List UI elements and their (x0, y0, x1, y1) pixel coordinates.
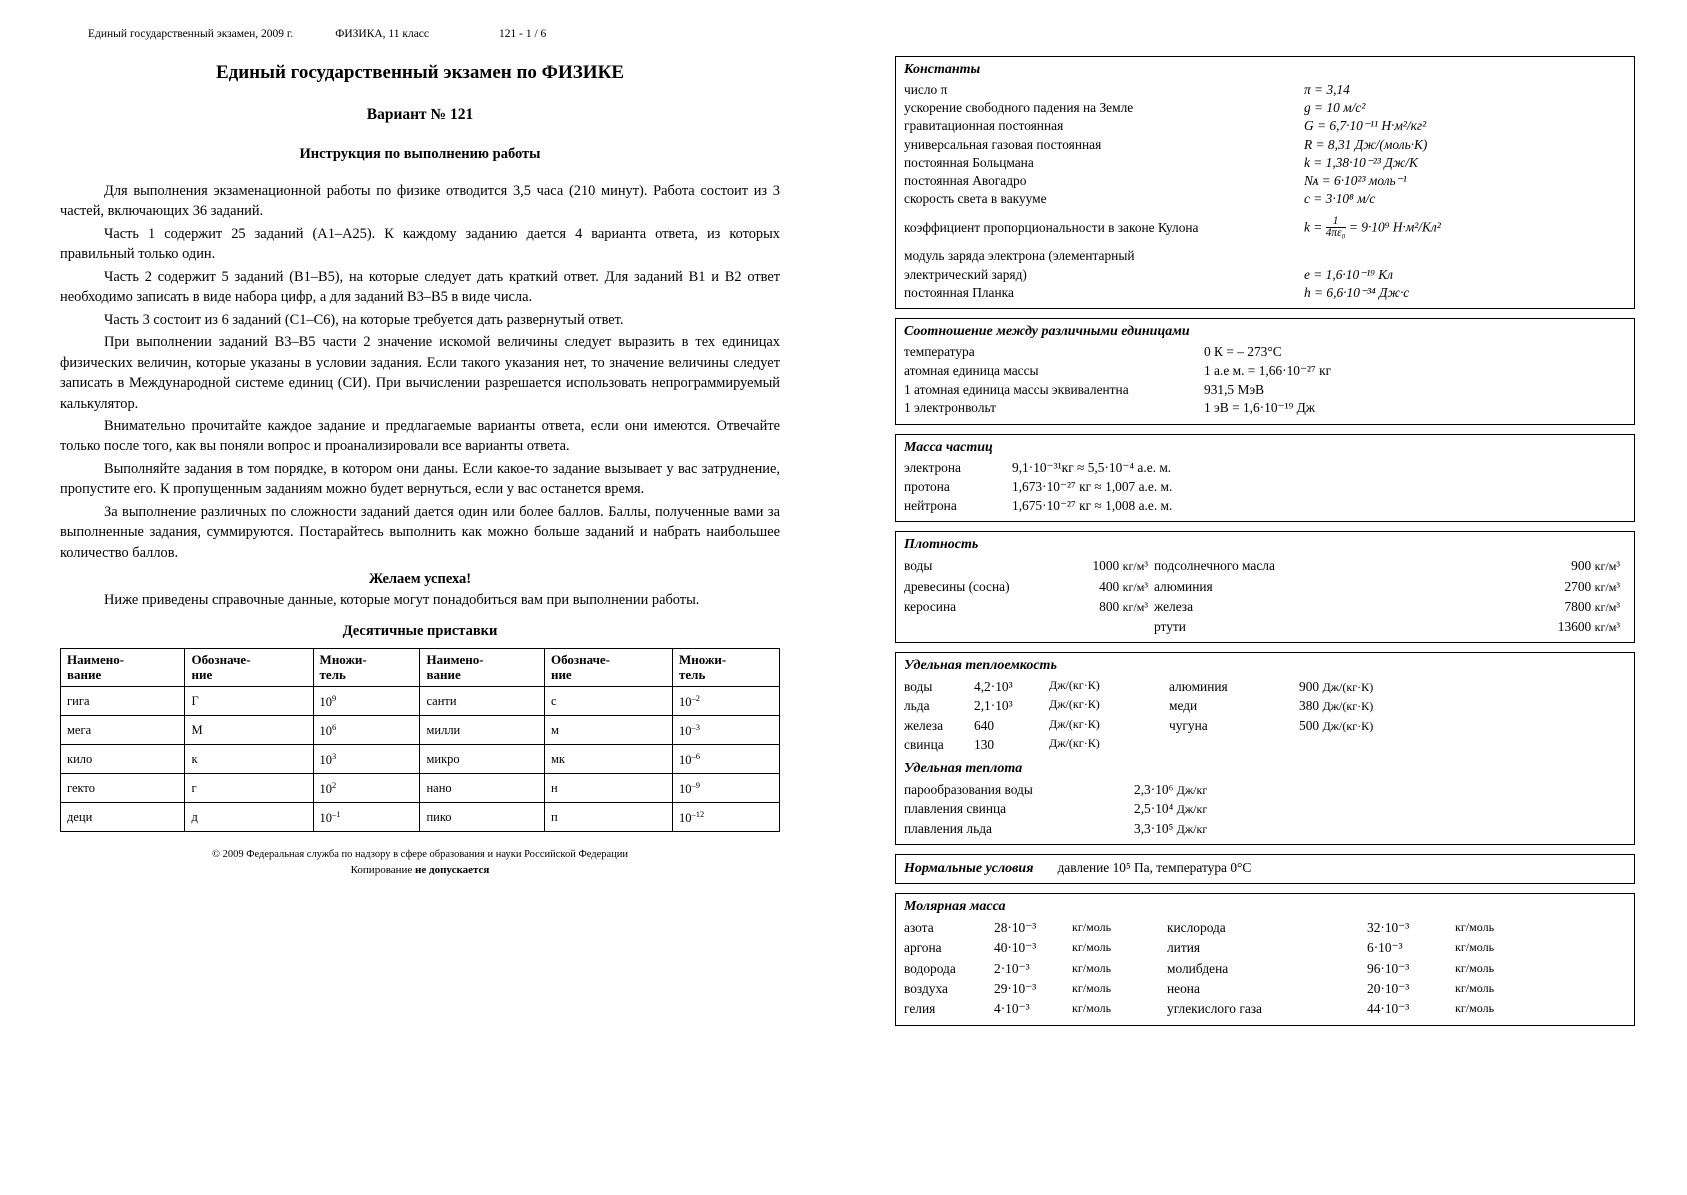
unit-row: 1 электронвольт 1 эВ = 1,6·10⁻¹⁹ Дж (904, 400, 1316, 416)
heat-capacity-title: Удельная теплоемкость (904, 657, 1057, 673)
footer-copyright: © 2009 Федеральная служба по надзору в сфере образования и науки Российской Федерации (211, 849, 629, 861)
substance-unit: кг/моль (1455, 980, 1495, 995)
unit-row: температура 0 К = – 273°С (904, 344, 1282, 360)
cell-prefix-name: кило (61, 745, 185, 774)
cell-prefix-symbol: м (544, 716, 672, 745)
density-name: алюминия (1154, 578, 1213, 594)
right-column (895, 56, 1635, 1035)
constant-row: скорость света в вакууме c = 3·10⁸ м/с (904, 191, 1376, 207)
substance-value: 4,2·10³ (974, 678, 1013, 694)
cell-prefix-multiplier: $10^3$ (313, 745, 420, 774)
cell-prefix-multiplier: $10^{-6}$ (673, 745, 780, 774)
substance-value: 40·10⁻³ (994, 940, 1037, 956)
unit-relations-title: Соотношение между различными единицами (904, 324, 1190, 340)
variant-title: Вариант № 121 (366, 106, 474, 123)
electron-charge-row: модуль заряда электрона (элементарный электрический заряд) e = 1,6·10⁻¹⁹ Кл (904, 248, 1393, 282)
substance-name: неона (1167, 980, 1200, 996)
cell-prefix-symbol: д (185, 803, 313, 832)
cell-prefix-symbol: п (544, 803, 672, 832)
header-subject: ФИЗИКА, 11 класс (335, 28, 430, 40)
cell-prefix-name: милли (420, 716, 544, 745)
instruction-paragraph: При выполнении заданий В3–В5 части 2 значение искомой величины следует выразить в тех единицах физических величин, которые указаны в условии задания. Если такого указания нет, то значение величины следует записать в Международной системе единиц (СИ). При вычислении разрешается использовать непрограммируемый калькулятор. (60, 334, 780, 412)
particle-mass-row: протона 1,673·10⁻²⁷ кг ≈ 1,007 а.е. м. (904, 478, 1173, 494)
substance-value: 2,1·10³ (974, 698, 1013, 714)
page-footer (60, 848, 780, 878)
table-row (61, 803, 780, 832)
table-row (61, 745, 780, 774)
substance-name: лития (1167, 940, 1201, 956)
cell-prefix-multiplier: $10^{-3}$ (673, 716, 780, 745)
substance-name: молибдена (1167, 960, 1229, 976)
normal-conditions-title: Нормальные условия (904, 861, 1034, 877)
coulomb-constant-row: коэффициент пропорциональности в законе Кулона k = $\frac{1}{\text{4πε₀}}$ = 9·10⁹ Н·м²/Кл² (904, 214, 1441, 240)
substance-unit: кг/моль (1072, 1000, 1112, 1015)
latent-heat-row: плавления свинца 2,5·10⁴ Дж/кг (904, 801, 1208, 817)
constant-row: универсальная газовая постоянная R = 8,31 Дж/(моль·К) (904, 136, 1428, 152)
substance-value: 96·10⁻³ (1367, 960, 1410, 976)
density-value: 13600 кг/м³ (1557, 618, 1620, 634)
cell-prefix-symbol: М (185, 716, 313, 745)
reference-note: Ниже приведены справочные данные, которые могут понадобиться вам при выполнении работы. (104, 592, 700, 609)
cell-prefix-name: гекто (61, 774, 185, 803)
cell-prefix-symbol: г (185, 774, 313, 803)
substance-unit: кг/моль (1455, 1000, 1495, 1015)
constant-row: постоянная Больцмана k = 1,38·10⁻²³ Дж/К (904, 154, 1418, 170)
substance-value: 20·10⁻³ (1367, 980, 1410, 996)
density-value: 400 кг/м³ (1099, 578, 1148, 594)
constant-row: число π π = 3,14 (904, 82, 1350, 97)
latent-heat-row: парообразования воды 2,3·10⁶ Дж/кг (904, 781, 1208, 797)
molar-mass-title: Молярная масса (904, 899, 1006, 915)
cell-prefix-name: гига (61, 687, 185, 716)
substance-value: 32·10⁻³ (1367, 920, 1410, 936)
normal-conditions-text: давление 10⁵ Па, температура 0°С (1057, 860, 1252, 876)
substance-unit: Дж/(кг·К) (1049, 736, 1100, 751)
substance-name: воды (904, 678, 933, 694)
cell-prefix-symbol: н (544, 774, 672, 803)
good-luck-text: Желаем успеха! (368, 571, 472, 588)
constants-box (895, 56, 1635, 309)
density-name: ртути (1154, 618, 1186, 634)
constants-title: Константы (904, 62, 981, 77)
substance-unit: Дж/(кг·К) (1049, 697, 1100, 712)
unit-row: атомная единица массы 1 а.е м. = 1,66·10⁻²⁷ кг (904, 362, 1332, 378)
cell-prefix-multiplier: $10^{-9}$ (673, 774, 780, 803)
instruction-paragraph: Для выполнения экзаменационной работы по физике отводится 3,5 часа (210 минут). Работа состоит из 3 частей, включающих 36 заданий. (60, 183, 780, 220)
substance-name: гелия (904, 1000, 936, 1016)
substance-unit: кг/моль (1455, 940, 1495, 955)
unit-relations-box (895, 318, 1635, 425)
cell-prefix-name: пико (420, 803, 544, 832)
substance-unit: кг/моль (1072, 920, 1112, 935)
instruction-paragraph: За выполнение различных по сложности заданий дается один или более баллов. Баллы, полученные вами за выполненные задания, суммируются. Постарайтесь выполнить как можно больше заданий и набрать наибольшее количество баллов. (60, 503, 780, 561)
table-row (61, 687, 780, 716)
planck-constant-row: постоянная Планка h = 6,6·10⁻³⁴ Дж·с (904, 284, 1410, 300)
substance-value: 29·10⁻³ (994, 980, 1037, 996)
substance-value: 500 Дж/(кг·К) (1299, 717, 1374, 733)
cell-prefix-name: санти (420, 687, 544, 716)
substance-value: 380 Дж/(кг·К) (1299, 698, 1374, 714)
cell-prefix-multiplier: $10^{-2}$ (673, 687, 780, 716)
cell-prefix-multiplier: $10^2$ (313, 774, 420, 803)
substance-unit: кг/моль (1072, 980, 1112, 995)
table-row (61, 716, 780, 745)
table-header-row (61, 648, 780, 687)
substance-name: воздуха (904, 980, 948, 996)
particle-mass-title: Масса частиц (904, 440, 993, 456)
instruction-paragraph: Выполняйте задания в том порядке, в котором они даны. Если какое-то задание вызывает у вас затруднение, пропустите его. К пропущенным заданиям можно будет вернуться, если у вас останется время. (60, 460, 780, 498)
cell-prefix-symbol: с (544, 687, 672, 716)
instruction-title: Инструкция по выполнению работы (299, 146, 541, 162)
substance-value: 6·10⁻³ (1367, 940, 1403, 956)
density-value: 2700 кг/м³ (1564, 578, 1620, 594)
density-name: воды (904, 558, 933, 574)
particle-mass-row: электрона 9,1·10⁻³¹кг ≈ 5,5·10⁻⁴ а.е. м. (904, 460, 1172, 476)
substance-name: льда (904, 698, 930, 714)
molar-mass-box (895, 893, 1635, 1026)
heat-capacity-grid (904, 677, 1626, 755)
substance-unit: Дж/(кг·К) (1049, 677, 1100, 692)
instruction-paragraph: Внимательно прочитайте каждое задание и предлагаемые варианты ответа, если они имеются. Отвечайте только после того, как вы поняли вопрос и проанализировали все варианты ответа. (60, 417, 780, 455)
substance-value: 44·10⁻³ (1367, 1000, 1410, 1016)
left-column (60, 28, 780, 879)
cell-prefix-symbol: мк (544, 745, 672, 774)
molar-mass-grid (904, 918, 1626, 1019)
substance-name: железа (904, 717, 944, 733)
col-header-name-2: Наимено- вание (420, 648, 544, 687)
col-header-multiplier-2: Множи- тель (673, 648, 780, 687)
density-title: Плотность (904, 537, 979, 553)
substance-unit: Дж/(кг·К) (1049, 716, 1100, 731)
instruction-paragraph: Часть 1 содержит 25 заданий (А1–А25). К каждому заданию дается 4 варианта ответа, из которых правильный только один. (60, 225, 780, 263)
col-header-symbol-2: Обозначе- ние (544, 648, 672, 687)
substance-name: кислорода (1167, 920, 1226, 936)
footer-notice: Копирование не допускается (350, 864, 490, 877)
constant-row: постоянная Авогадро Nᴀ = 6·10²³ моль⁻¹ (904, 173, 1407, 189)
constant-row: ускорение свободного падения на Земле g = 10 м/с² (904, 100, 1366, 116)
density-value: 900 кг/м³ (1571, 558, 1620, 574)
substance-unit: кг/моль (1072, 940, 1112, 955)
page-title: Единый государственный экзамен по ФИЗИКЕ (215, 62, 625, 83)
substance-unit: кг/моль (1455, 960, 1495, 975)
cell-prefix-name: мега (61, 716, 185, 745)
substance-value: 2·10⁻³ (994, 960, 1030, 976)
substance-value: 4·10⁻³ (994, 1000, 1030, 1016)
cell-prefix-name: нано (420, 774, 544, 803)
prefix-table-caption: Десятичные приставки (342, 622, 498, 639)
density-name: керосина (904, 598, 957, 614)
cell-prefix-name: микро (420, 745, 544, 774)
col-header-symbol-1: Обозначе- ние (185, 648, 313, 687)
substance-value: 28·10⁻³ (994, 920, 1037, 936)
particle-mass-box (895, 434, 1635, 522)
heat-box (895, 652, 1635, 845)
density-box (895, 531, 1635, 643)
substance-name: свинца (904, 737, 944, 753)
cell-prefix-multiplier: $10^6$ (313, 716, 420, 745)
substance-name: водорода (904, 960, 956, 976)
cell-prefix-name: деци (61, 803, 185, 832)
decimal-prefix-table (60, 648, 780, 833)
density-value: 800 кг/м³ (1099, 598, 1148, 614)
substance-name: углекислого газа (1167, 1000, 1262, 1016)
density-name: подсолнечного масла (1154, 558, 1275, 574)
density-value: 7800 кг/м³ (1564, 598, 1620, 614)
density-grid (904, 556, 1626, 636)
document-header (60, 28, 780, 40)
constant-row: гравитационная постоянная G = 6,7·10⁻¹¹ Н·м²/кг² (904, 118, 1427, 134)
density-value: 1000 кг/м³ (1092, 558, 1148, 574)
substance-name: алюминия (1169, 678, 1228, 694)
cell-prefix-symbol: к (185, 745, 313, 774)
unit-row: 1 атомная единица массы эквивалентна 931,5 МэВ (904, 381, 1265, 397)
substance-name: меди (1169, 698, 1198, 714)
substance-unit: кг/моль (1455, 920, 1495, 935)
cell-prefix-multiplier: $10^9$ (313, 687, 420, 716)
latent-heat-title: Удельная теплота (904, 760, 1023, 776)
density-name: железа (1154, 598, 1194, 614)
coulomb-formula: k = $\frac{1}{\text{4πε₀}}$ = 9·10⁹ Н·м²/Кл² (1304, 214, 1441, 240)
normal-conditions-box (895, 854, 1635, 884)
cell-prefix-multiplier: $10^{-12}$ (673, 803, 780, 832)
substance-name: чугуна (1169, 717, 1208, 733)
particle-mass-row: нейтрона 1,675·10⁻²⁷ кг ≈ 1,008 а.е. м. (904, 497, 1173, 513)
substance-value: 640 (974, 717, 995, 733)
substance-value: 130 (974, 737, 995, 753)
density-name: древесины (сосна) (904, 578, 1010, 594)
col-header-multiplier-1: Множи- тель (313, 648, 420, 687)
col-header-name-1: Наимено- вание (61, 648, 185, 687)
instruction-paragraph: Часть 3 состоит из 6 заданий (С1–С6), на которые требуется дать развернутый ответ. (104, 311, 624, 328)
table-row (61, 774, 780, 803)
cell-prefix-symbol: Г (185, 687, 313, 716)
substance-name: азота (904, 920, 934, 936)
header-variant-code: 121 - 1 / 6 (499, 28, 547, 40)
header-exam-name: Единый государственный экзамен, 2009 г. (88, 28, 294, 40)
substance-unit: кг/моль (1072, 960, 1112, 975)
coulomb-fraction: $\frac{1}{\text{4πε₀}}$ (1325, 214, 1346, 240)
substance-value: 900 Дж/(кг·К) (1299, 678, 1374, 694)
cell-prefix-multiplier: $10^{-1}$ (313, 803, 420, 832)
substance-name: аргона (904, 940, 942, 956)
instruction-paragraph: Часть 2 содержит 5 заданий (В1–В5), на которые следует дать краткий ответ. Для заданий В1 и В2 ответ необходимо записать в виде набора цифр, а для заданий В3–В5 в виде числа. (60, 268, 780, 306)
latent-heat-row: плавления льда 3,3·10⁵ Дж/кг (904, 820, 1208, 836)
